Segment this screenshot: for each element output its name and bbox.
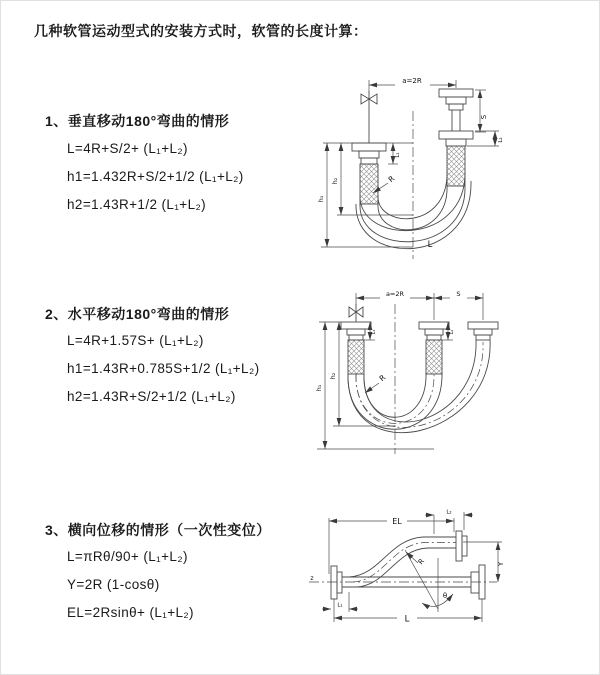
- d1-radius-label: R: [386, 173, 397, 185]
- d3-break-mark: z: [310, 575, 314, 582]
- diagram-vertical-180-bend: [309, 69, 599, 264]
- d3-dim-l1-label: L₁: [337, 602, 343, 609]
- d1-left-fitting: [352, 143, 386, 204]
- d1-dim-stroke: [475, 90, 486, 132]
- d3-dim-el-lines: [329, 518, 454, 574]
- d2-hose-centerline-2: [356, 342, 483, 427]
- d1-right-fitting-lower: [439, 131, 473, 186]
- d3-hose-s-curve: [349, 537, 456, 587]
- section-3-formula-y: Y=2R (1-cosθ): [67, 577, 160, 592]
- d1-dim-stroke-label: S: [480, 114, 488, 120]
- d1-dim-l2-lines: [467, 131, 499, 146]
- d2-valve-icon: [349, 304, 363, 322]
- section-1-formula-h1: h1=1.432R+S/2+1/2 (L₁+L₂): [67, 169, 244, 184]
- d2-dim-h2-label: h₂: [329, 372, 337, 380]
- d2-radius-label: R: [377, 372, 388, 384]
- d3-left-flange: [331, 566, 342, 599]
- d2-dim-h1-label: h₁: [315, 384, 323, 392]
- d1-braided-hose-left: [360, 164, 378, 204]
- section-2-formula-h1: h1=1.43R+0.785S+1/2 (L₁+L₂): [67, 361, 260, 376]
- diagram-lateral-displacement: [301, 506, 600, 646]
- d2-dim-span: [356, 293, 483, 320]
- section-3-heading: 3、横向位移的情形（一次性变位）: [45, 522, 271, 538]
- d2-hose-u-curves: [348, 340, 490, 433]
- section-2-formula-h2: h2=1.43R+S/2+1/2 (L₁+L₂): [67, 389, 236, 404]
- d1-dim-h2-label: h₂: [331, 177, 339, 185]
- section-1-formula-h2: h2=1.43R+1/2 (L₁+L₂): [67, 197, 207, 212]
- section-3-formula-l: L=πRθ/90+ (L₁+L₂): [67, 549, 188, 564]
- d1-right-fitting-upper: [439, 89, 473, 131]
- section-1-heading: 1、垂直移动180°弯曲的情形: [45, 113, 230, 129]
- section-3-formula-el: EL=2Rsinθ+ (L₁+L₂): [67, 605, 194, 620]
- d2-braided-hose-left: [348, 340, 364, 374]
- d1-length-label: L: [427, 240, 433, 250]
- d2-braided-hose-middle: [426, 340, 442, 374]
- page-title: 几种软管运动型式的安装方式时，软管的长度计算：: [34, 23, 368, 39]
- d1-braided-hose-right: [447, 146, 465, 186]
- d3-dim-l2-label: L₂: [446, 509, 452, 516]
- d3-dim-el-label: EL: [392, 517, 402, 526]
- d3-upper-flange: [456, 531, 467, 561]
- section-2-formula-l: L=4R+1.57S+ (L₁+L₂): [67, 333, 204, 348]
- d1-drawing: [321, 80, 499, 259]
- d3-angle-construction: [405, 550, 453, 612]
- d2-radius-leader: [365, 383, 379, 393]
- d1-dim-h1-label: h₁: [317, 195, 325, 203]
- d2-dim-stroke-label: S: [456, 290, 461, 298]
- d2-drawing: [317, 293, 498, 454]
- d1-dim-span-label: a=2R: [402, 77, 422, 85]
- d3-dim-y-label: Y: [497, 561, 505, 567]
- d2-right-fitting: [468, 322, 498, 340]
- d2-dim-l2-label: L₂: [449, 329, 455, 335]
- d3-angle-label: θ: [442, 592, 448, 600]
- d1-valve-icon: [361, 91, 377, 143]
- section-1-formula-l: L=4R+S/2+ (L₁+L₂): [67, 141, 188, 156]
- d3-dim-l-label: L: [404, 614, 410, 625]
- d2-middle-fitting: [419, 322, 449, 374]
- d2-dim-span-label: a=2R: [385, 290, 405, 298]
- d1-dim-l2-label: L₂: [498, 137, 504, 143]
- d2-left-fitting: [341, 322, 371, 374]
- section-2-heading: 2、水平移动180°弯曲的情形: [45, 306, 230, 322]
- diagram-horizontal-180-bend: [309, 286, 599, 461]
- d2-dim-l1-label: L₁: [371, 329, 377, 335]
- d1-dim-l1-label: L₁: [395, 152, 401, 158]
- d3-radius-label: R: [416, 557, 427, 567]
